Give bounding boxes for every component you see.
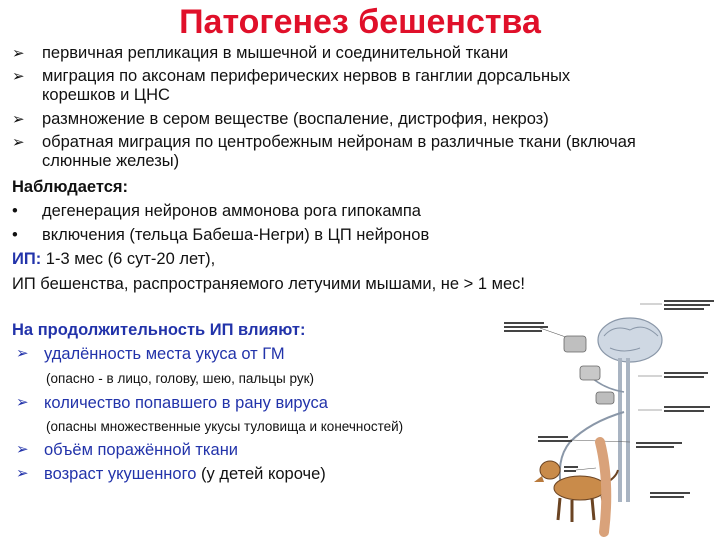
arrow-bullet-icon: ➢ [12,134,25,151]
arrow-bullet-icon: ➢ [16,465,29,482]
tissue-sample-shape [580,366,600,380]
factor-note: (опасно - в лицо, голову, шею, пальцы рук) [46,371,315,386]
bullet-text-cont: корешков и ЦНС [42,86,170,104]
bullet-text: размножение в сером веществе (воспаление, дистрофия, некроз) [42,110,549,128]
arrow-bullet-icon: ➢ [16,394,29,411]
observed-item: • дегенерация нейронов аммонова рога гипокампа [12,202,421,220]
bullet-item [12,133,636,171]
arrow-bullet-icon: ➢ [12,68,25,85]
bullet-text: обратная миграция по центробежным нейронам в различные ткани (включая [42,133,636,151]
factor-note: (опасны множественные укусы туловища и конечностей) [46,419,404,434]
tissue-sample-shape [596,392,614,404]
arrow-bullet-icon: ➢ [12,111,25,128]
duration-title: продолжительность ИП влияют: [37,321,306,339]
bullet-item [12,44,508,63]
factor-item [16,440,238,460]
factor-text: удалённость места укуса от ГМ [44,345,285,363]
tissue-sample-shape [564,336,586,352]
observed-item: • включения (тельца Бабеша-Негри) в ЦП нейронов [12,226,430,244]
arrow-bullet-icon: ➢ [16,441,29,458]
factor-text: количество попавшего в рану вируса [44,394,328,412]
bullet-text-cont: слюнные железы) [42,152,180,170]
factor-item [16,464,326,484]
factor-text: возраст укушенного [44,465,197,483]
factor-suffix: (у детей короче) [196,465,326,483]
observed-heading: Наблюдается: [12,178,128,196]
bullet-text: первичная репликация в мышечной и соединительной ткани [42,44,509,62]
factor-item [16,393,328,413]
incubation-label: ИП: [12,250,42,268]
factor-text: объём поражённой ткани [44,441,239,459]
incubation-line [12,249,215,269]
incubation-text: 1-3 мес (6 сут-20 лет), [41,250,216,268]
factor-item [16,344,285,364]
page-title: Патогенез бешенства [179,3,541,41]
duration-prefix: На [12,321,38,339]
bullet-item [12,110,549,129]
arrow-bullet-icon: ➢ [16,345,29,362]
brain-icon [598,318,662,362]
incubation-bats: ИП бешенства, распространяемого летучими мышами, не > 1 мес! [12,275,525,293]
bullet-dot-icon: • [12,226,18,244]
spinal-cord-shape [620,358,628,502]
bullet-item [12,67,570,105]
rabies-pathway-illustration [500,292,720,540]
bullet-text: миграция по аксонам периферических нервов в ганглии дорсальных [42,67,571,85]
bullet-dot-icon: • [12,202,18,220]
duration-heading [12,320,306,340]
arrow-bullet-icon: ➢ [12,45,25,62]
